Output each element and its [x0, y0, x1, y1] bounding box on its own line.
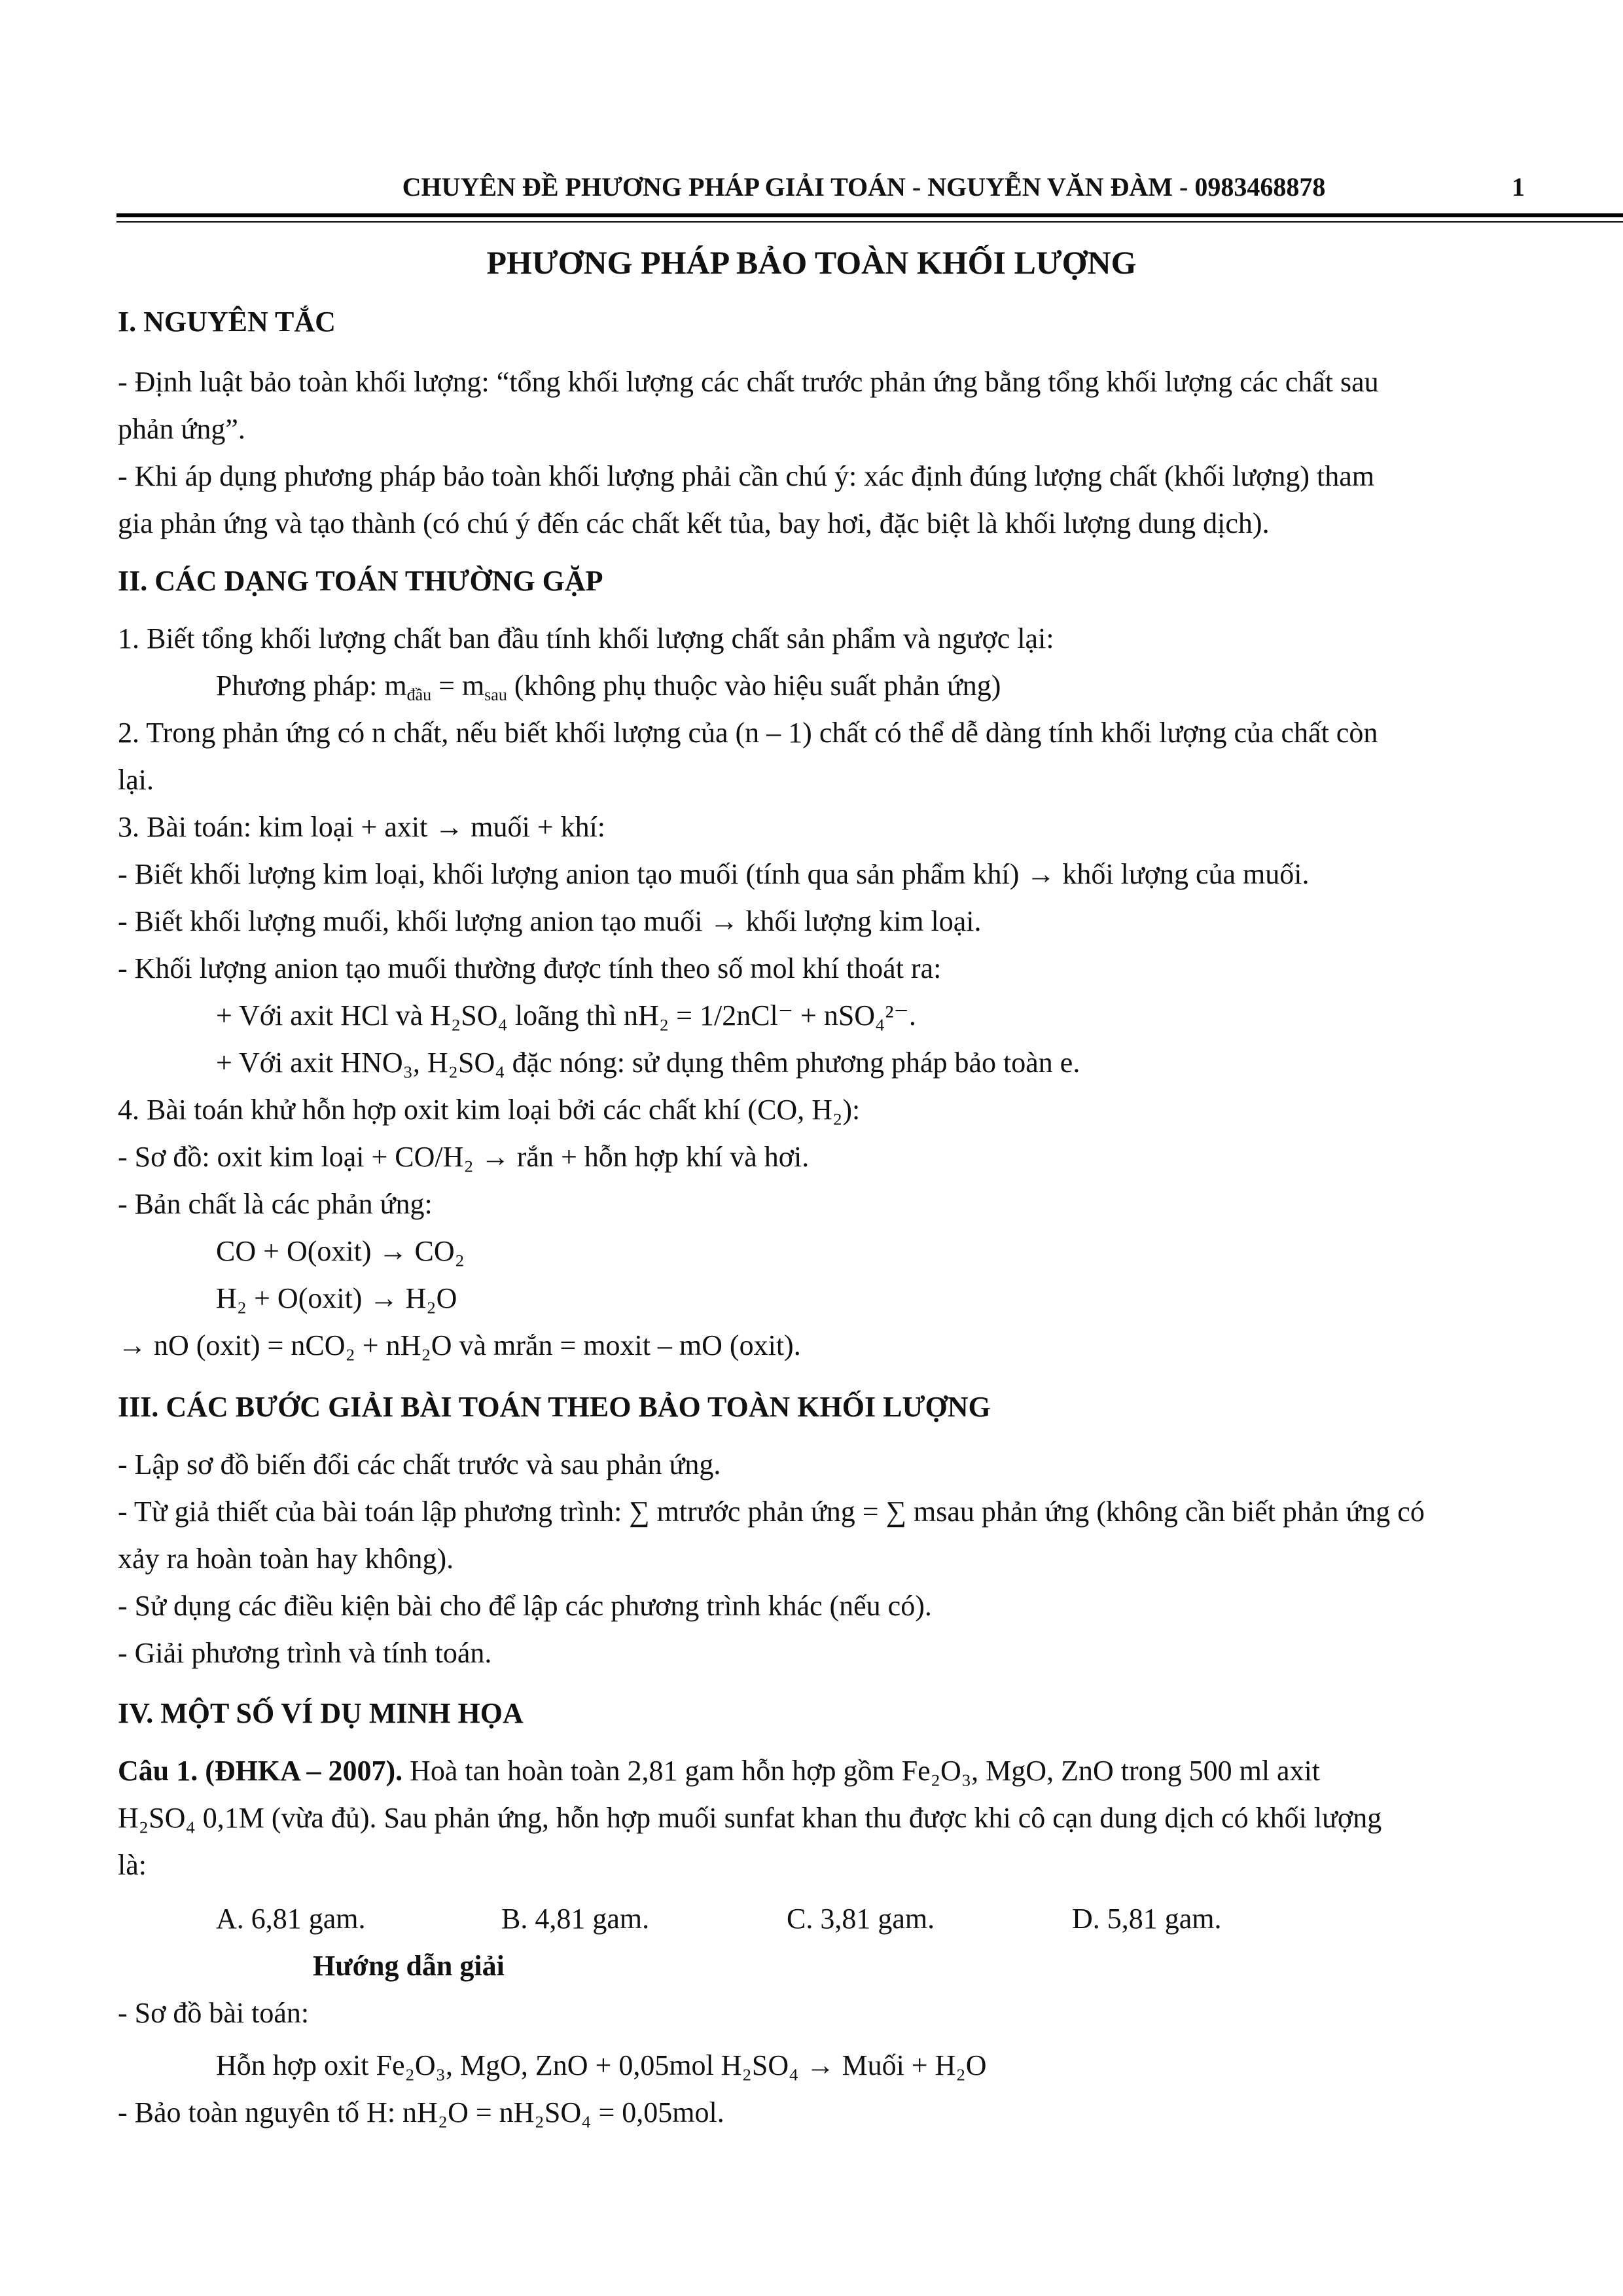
paragraph-line: - Giải phương trình và tính toán. — [118, 1637, 492, 1669]
section-3-heading: III. CÁC BƯỚC GIẢI BÀI TOÁN THEO BẢO TOÀN KHỐI LƯỢNG — [118, 1391, 991, 1423]
document-title: PHƯƠNG PHÁP BẢO TOÀN KHỐI LƯỢNG — [486, 244, 1137, 281]
answer-option-c: C. 3,81 gam. — [787, 1903, 935, 1935]
paragraph-line: - Bản chất là các phản ứng: — [118, 1188, 433, 1220]
paragraph-line: 4. Bài toán khử hỗn hợp oxit kim loại bởi các chất khí (CO, H₂): — [118, 1094, 861, 1126]
paragraph-line: lại. — [118, 764, 154, 796]
answer-option-d: D. 5,81 gam. — [1072, 1903, 1222, 1935]
formula-line: + Với axit HNO₃, H₂SO₄ đặc nóng: sử dụng thêm phương pháp bảo toàn e. — [216, 1047, 1080, 1079]
guide-line: - Bảo toàn nguyên tố H: nH₂O = nH₂SO₄ = 0,05mol. — [118, 2096, 724, 2128]
formula-line: → nO (oxit) = nCO₂ + nH₂O và mrắn = moxit – mO (oxit). — [118, 1329, 801, 1361]
header-rule-thin — [116, 221, 1623, 223]
paragraph-line: - Sử dụng các điều kiện bài cho để lập các phương trình khác (nếu có). — [118, 1590, 932, 1622]
header-text: CHUYÊN ĐỀ PHƯƠNG PHÁP GIẢI TOÁN - NGUYỄN VĂN ĐÀM - 0983468878 — [402, 172, 1326, 202]
header-rule-thick — [116, 213, 1623, 217]
paragraph-line: xảy ra hoàn toàn hay không). — [118, 1543, 454, 1575]
section-1-heading: I. NGUYÊN TẮC — [118, 306, 336, 338]
question-line: Câu 1. (ĐHKA – 2007). Hoà tan hoàn toàn 2,81 gam hỗn hợp gồm Fe₂O₃, MgO, ZnO trong 500 ml axit — [118, 1755, 1321, 1787]
question-line: là: — [118, 1849, 147, 1881]
reaction-line: CO + O(oxit) → CO₂ — [216, 1235, 465, 1267]
answer-option-b: B. 4,81 gam. — [501, 1903, 650, 1935]
paragraph-line: - Định luật bảo toàn khối lượng: “tổng khối lượng các chất trước phản ứng bằng tổng khối lượng các chất sau — [118, 366, 1379, 398]
guide-line: Hỗn hợp oxit Fe₂O₃, MgO, ZnO + 0,05mol H₂SO₄ → Muối + H₂O — [216, 2049, 987, 2081]
page-header — [196, 171, 1531, 211]
paragraph-line: gia phản ứng và tạo thành (có chú ý đến các chất kết tủa, bay hơi, đặc biệt là khối lượng dung dịch). — [118, 507, 1270, 539]
paragraph-line: - Biết khối lượng muối, khối lượng anion tạo muối → khối lượng kim loại. — [118, 905, 982, 937]
guide-line: - Sơ đồ bài toán: — [118, 1997, 310, 2029]
reaction-line: H₂ + O(oxit) → H₂O — [216, 1282, 457, 1314]
question-label: Câu 1. (ĐHKA – 2007). — [118, 1755, 403, 1787]
formula-line: Phương pháp: $m_{đầu} = m_{sau}$ (không phụ thuộc vào hiệu suất phản ứng) — [216, 670, 1001, 704]
guide-heading: Hướng dẫn giải — [313, 1950, 505, 1982]
paragraph-line: phản ứng”. — [118, 413, 245, 445]
section-2-heading: II. CÁC DẠNG TOÁN THƯỜNG GẶP — [118, 565, 603, 597]
paragraph-line: - Từ giả thiết của bài toán lập phương trình: ∑ mtrước phản ứng = ∑ msau phản ứng (không cần biết phản ứng có — [118, 1496, 1425, 1528]
question-line: H₂SO₄ 0,1M (vừa đủ). Sau phản ứng, hỗn hợp muối sunfat khan thu được khi cô cạn dung dịch có khối lượng — [118, 1802, 1382, 1834]
page-number: 1 — [1512, 172, 1525, 202]
paragraph-line: - Lập sơ đồ biến đổi các chất trước và sau phản ứng. — [118, 1448, 721, 1480]
paragraph-line: - Khối lượng anion tạo muối thường được tính theo số mol khí thoát ra: — [118, 952, 942, 984]
section-4-heading: IV. MỘT SỐ VÍ DỤ MINH HỌA — [118, 1697, 524, 1729]
formula-line: + Với axit HCl và H₂SO₄ loãng thì nH₂ = 1/2nCl⁻ + nSO₄²⁻. — [216, 999, 916, 1031]
answer-option-a: A. 6,81 gam. — [216, 1903, 366, 1935]
paragraph-line: - Biết khối lượng kim loại, khối lượng anion tạo muối (tính qua sản phẩm khí) → khối lượng của muối. — [118, 858, 1310, 890]
paragraph-line: 2. Trong phản ứng có n chất, nếu biết khối lượng của (n – 1) chất có thể dễ dàng tính khối lượng của chất còn — [118, 717, 1378, 749]
paragraph-line: 3. Bài toán: kim loại + axit → muối + khí: — [118, 811, 606, 843]
paragraph-line: - Khi áp dụng phương pháp bảo toàn khối lượng phải cần chú ý: xác định đúng lượng chất (khối lượng) tham — [118, 460, 1374, 492]
paragraph-line: - Sơ đồ: oxit kim loại + CO/H₂ → rắn + hỗn hợp khí và hơi. — [118, 1141, 810, 1173]
paragraph-line: 1. Biết tổng khối lượng chất ban đầu tính khối lượng chất sản phẩm và ngược lại: — [118, 622, 1054, 655]
